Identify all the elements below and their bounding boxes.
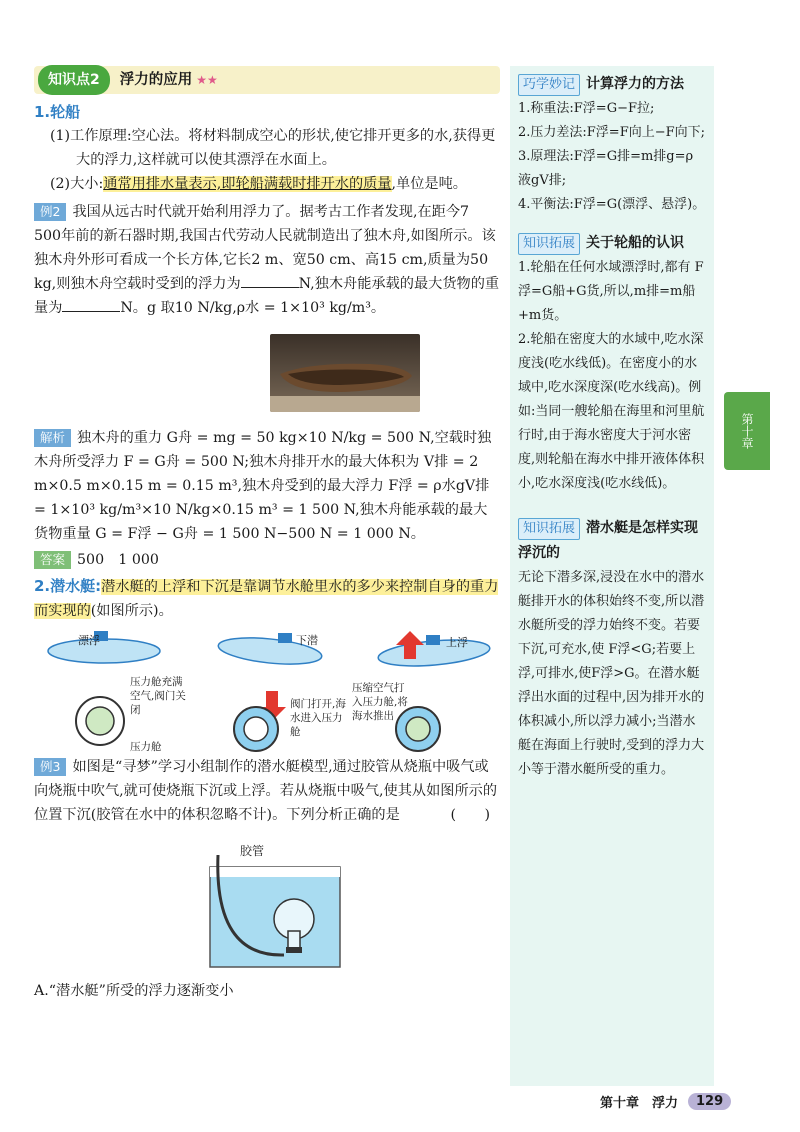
sidebar — [510, 66, 714, 1086]
example2 — [34, 200, 500, 320]
note-ballast-full-air: 压力舱充满空气,阀门关闭 — [130, 676, 186, 716]
page-footer — [600, 1092, 731, 1111]
method-2: 2.压力差法:F浮=F向上−F向下; — [518, 125, 706, 140]
knowledge-point-title: 浮力的应用 — [119, 72, 193, 88]
ship-fact-1: 1.轮船在任何水域漂浮时,都有 F浮=G船+G货,所以,m排=m船+m货。 — [518, 260, 704, 323]
answer-text: 500 1 000 — [77, 552, 159, 568]
flask-diagram — [34, 827, 500, 977]
footer-chapter: 第十章 浮力 — [600, 1096, 679, 1111]
answer-blank-2[interactable] — [62, 297, 120, 312]
submarine-fact: 无论下潜多深,浸没在水中的潜水艇排开水的体积始终不变,所以潜水艇所受的浮力始终不变。若要下沉,可充水,使 F浮<G;若要上浮,可排水,使F浮>G。在潜水艇浮出水面的过程中,因为排开水的体积减小,所以浮力减小;当潜水艇在海面上行驶时,受到的浮力大小等于潜水艇所受的重力。 — [518, 570, 705, 777]
option-a[interactable]: A.“潜水艇”所受的浮力逐渐变小 — [34, 983, 234, 999]
submarine-suffix: (如图所示)。 — [90, 603, 173, 619]
submarine-diagram — [34, 629, 500, 753]
section-ship-title: 1.轮船 — [34, 103, 81, 121]
label-rise: 上浮 — [446, 636, 468, 649]
page-number: 129 — [688, 1093, 731, 1110]
ship-size-prefix: (2)大小: — [50, 176, 104, 192]
extension-title-1: 关于轮船的认识 — [586, 235, 685, 251]
canoe-photo — [270, 334, 420, 412]
label-float: 漂浮 — [78, 634, 100, 647]
difficulty-stars: ★★ — [196, 73, 218, 87]
analysis-tag: 解析 — [34, 429, 71, 447]
example2-text1: 我国从远古时代就开始利用浮力了。据考古工作者发现,在距今7 500年前的新石器时期,我国古代劳动人民就制造出了独木舟,如图所示。该独木舟外形可看成一个长方体,它长2 m、宽50 cm、高15 cm,质量为50 kg,则独木舟空载时受到的浮力为 — [34, 204, 496, 292]
main-column — [34, 66, 500, 1003]
label-sink: 下潜 — [296, 634, 318, 647]
example2-text2: N,独木舟能承载的最大货物的重量为 — [34, 276, 500, 316]
answer-paren[interactable]: ( ) — [450, 807, 490, 823]
tip-box-buoyancy-methods — [510, 66, 714, 217]
example2-tag: 例2 — [34, 203, 66, 221]
extension-title-2: 潜水艇是怎样实现浮沉的 — [518, 520, 699, 561]
tip-tag: 巧学妙记 — [518, 74, 580, 96]
note-air-pump: 压缩空气打入压力舱,将海水推出 — [352, 682, 408, 722]
ship-principle: (1)工作原理:空心法。将材料制成空心的形状,使它排开更多的水,获得更大的浮力,这样就可以使其漂浮在水面上。 — [50, 128, 496, 168]
knowledge-point-header — [34, 66, 500, 94]
analysis — [34, 426, 500, 546]
analysis-text: 独木舟的重力 G舟 = mg = 50 kg×10 N/kg = 500 N,空载时独木舟所受浮力 F = G舟 = 500 N;独木舟排开水的最大体积为 V排 = 2 m×0.5 m×0.15 m = 0.15 m³,独木舟受到的最大浮力 F浮 = ρ水gV排 = 1×10³ kg/m³×10 N/kg×0.15 m³ = 1 500 N,独木舟能承载的最大货物重量 G = F浮 − G舟 = 1 500 N−500 N = 1 000 N。 — [34, 430, 492, 542]
knowledge-point-label: 知识点2 — [38, 65, 110, 95]
answer-blank-1[interactable] — [241, 273, 299, 288]
example3-text: 如图是“寻梦”学习小组制作的潜水艇模型,通过胶管从烧瓶中吸气或向烧瓶中吹气,就可使烧瓶下沉或上浮。若从烧瓶中吸气,使其从如图所示的位置下沉(胶管在水中的体积忽略不计)。下列分析正确的是 — [34, 759, 498, 823]
tip-title: 计算浮力的方法 — [586, 76, 685, 92]
example3 — [34, 755, 500, 827]
extension-tag-2: 知识拓展 — [518, 518, 580, 540]
answer — [34, 548, 500, 572]
method-4: 4.平衡法:F浮=G(漂浮、悬浮)。 — [518, 197, 706, 212]
note-valve-open: 阀门打开,海水进入压力舱 — [290, 698, 346, 738]
section-submarine-title: 2.潜水艇: — [34, 577, 102, 595]
section-submarine — [34, 574, 500, 623]
ship-fact-2: 2.轮船在密度大的水域中,吃水深度浅(吃水线低)。在密度小的水域中,吃水深度深(吃水线高)。例如:当同一艘轮船在海里和河里航行时,由于海水密度大于河水密度,则轮船在海水中排开液体体积小,吃水深度浅(吃水线低)。 — [518, 332, 705, 491]
extension-box-ships — [510, 225, 714, 496]
ship-size-highlight: 通常用排水量表示,即轮船满载时排开水的质量 — [103, 176, 392, 192]
extension-box-submarine — [510, 510, 714, 782]
ship-size — [34, 172, 500, 196]
label-ballast-tank: 压力舱 — [130, 741, 162, 753]
example2-text3: N。g 取10 N/kg,ρ水 = 1×10³ kg/m³。 — [120, 300, 386, 316]
method-1: 1.称重法:F浮=G−F拉; — [518, 101, 655, 116]
method-3: 3.原理法:F浮=G排=m排g=ρ液gV排; — [518, 149, 694, 188]
ship-size-suffix: ,单位是吨。 — [391, 176, 467, 192]
answer-tag: 答案 — [34, 551, 71, 569]
submarine-highlight: 潜水艇的上浮和下沉是靠调节水舱里水的多少来控制自身的重力而实现的 — [34, 579, 499, 619]
chapter-side-tab[interactable]: 第十章 — [724, 392, 770, 470]
extension-tag-1: 知识拓展 — [518, 233, 580, 255]
example3-tag: 例3 — [34, 758, 66, 776]
tube-label: 胶管 — [240, 844, 265, 858]
